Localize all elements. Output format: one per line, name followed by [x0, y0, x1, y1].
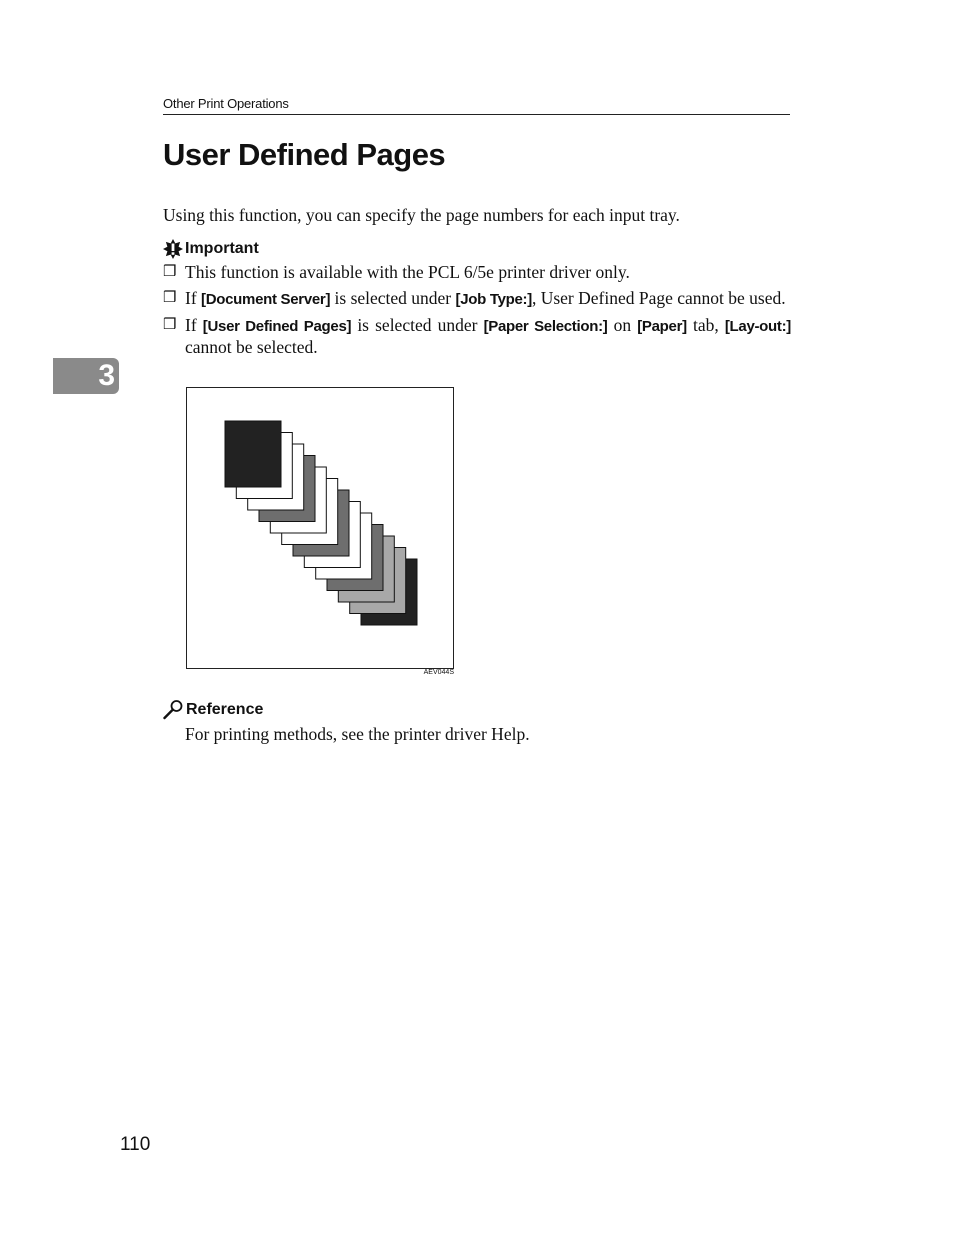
- reference-label: Reference: [186, 700, 264, 718]
- reference-text: For printing methods, see the printer driver Help.: [185, 724, 530, 744]
- user-defined-pages-illustration: [186, 387, 454, 669]
- important-list: [163, 262, 791, 363]
- intro-paragraph: Using this function, you can specify the page numbers for each input tray.: [163, 205, 680, 225]
- item-text: tab,: [686, 315, 725, 335]
- item-text: , User Defined Page cannot be used.: [531, 288, 786, 308]
- stacked-pages-figure: [187, 388, 453, 668]
- page-sheet: [225, 421, 281, 487]
- important-item: [163, 288, 791, 310]
- item-text: This function is available with the PCL 6/5e printer driver only.: [185, 262, 630, 282]
- item-text: on: [607, 315, 638, 335]
- item-text: cannot be selected.: [185, 337, 318, 357]
- ui-key-label: [Job Type:]: [455, 291, 532, 308]
- running-head: Other Print Operations: [163, 96, 790, 115]
- important-item: [163, 262, 791, 283]
- checkbox-bullet-icon: ❒: [163, 317, 177, 333]
- item-text: is selected under: [330, 288, 456, 308]
- ui-key-label: [Paper Selection:]: [483, 318, 608, 335]
- figure-code: AEV044S: [423, 669, 454, 676]
- checkbox-bullet-icon: ❒: [163, 264, 177, 280]
- important-icon: [163, 239, 183, 259]
- chapter-tab: 3: [53, 358, 119, 394]
- ui-key-label: [Lay-out:]: [724, 318, 791, 335]
- reference-magnifier-icon: [163, 699, 184, 720]
- ui-key-label: [Document Server]: [201, 291, 331, 308]
- item-text: If: [185, 288, 202, 308]
- important-item: [163, 315, 791, 358]
- important-label: Important: [185, 240, 259, 257]
- page-title: User Defined Pages: [163, 137, 446, 172]
- reference-heading: [163, 699, 263, 720]
- important-heading: [163, 239, 259, 259]
- ui-key-label: [Paper]: [637, 318, 687, 335]
- checkbox-bullet-icon: ❒: [163, 290, 177, 306]
- ui-key-label: [User Defined Pages]: [202, 318, 352, 335]
- item-text: If: [185, 315, 203, 335]
- page-number: 110: [120, 1134, 151, 1155]
- item-text: is selected under: [351, 315, 484, 335]
